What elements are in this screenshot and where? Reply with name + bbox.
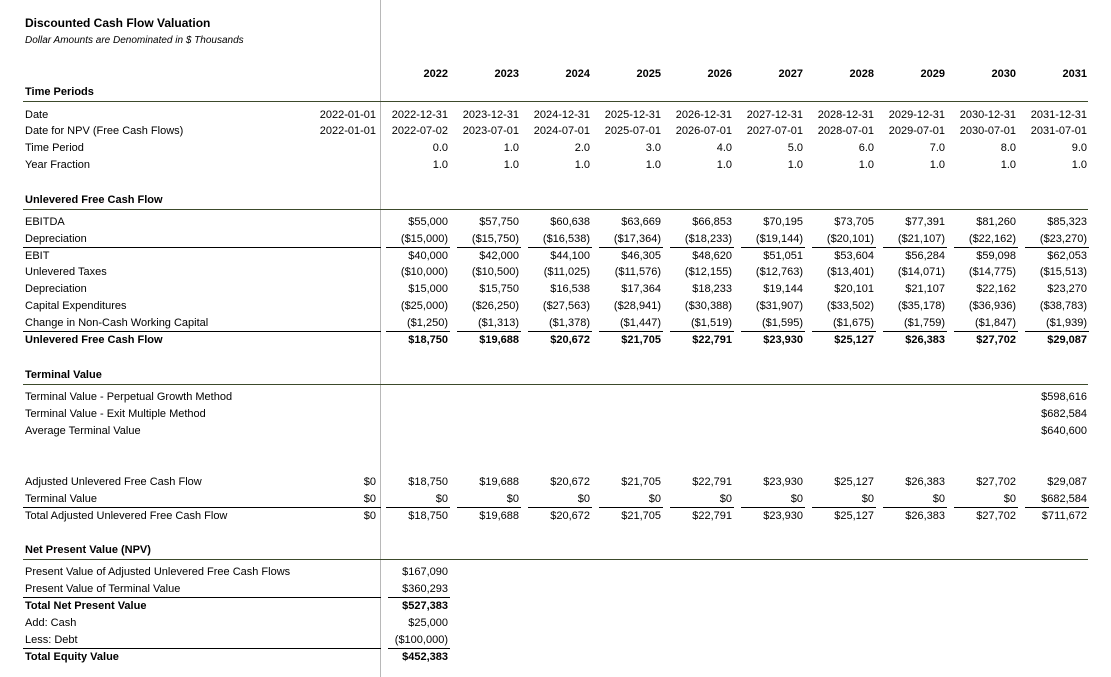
- row-label: Total Adjusted Unlevered Free Cash Flow: [25, 510, 228, 522]
- terminal-value-header-rule: [23, 384, 1088, 385]
- cell-underline: [1025, 507, 1089, 508]
- value-cell: 2027-07-01: [746, 125, 803, 137]
- value-cell: 1.0: [1000, 159, 1016, 171]
- value-cell: 2023-07-01: [462, 125, 519, 137]
- adjusted-ufcf-row: [0, 476, 1111, 492]
- npv-header-rule: [23, 559, 1088, 560]
- value-cell: $0: [861, 493, 874, 505]
- adjusted-ufcf-row: [0, 510, 1111, 526]
- value-cell: ($13,401): [826, 266, 874, 278]
- value-cell: $18,233: [692, 283, 732, 295]
- value-cell: $66,853: [692, 216, 732, 228]
- value-cell: $0: [719, 493, 732, 505]
- ufcf-header-rule: [23, 209, 1088, 210]
- value-cell: $0: [790, 493, 803, 505]
- value-cell: ($14,775): [968, 266, 1016, 278]
- cell-underline: [812, 331, 876, 332]
- value-cell: $27,702: [976, 510, 1016, 522]
- value-cell: ($1,313): [478, 317, 519, 329]
- depreciation-addback-row: [0, 283, 1111, 299]
- value-cell: ($36,936): [968, 300, 1016, 312]
- value-cell: ($1,759): [904, 317, 945, 329]
- sheet-title: Discounted Cash Flow Valuation: [25, 16, 211, 30]
- year-header: 2029: [920, 68, 945, 80]
- value-cell: ($16,538): [542, 233, 590, 245]
- value-cell: $360,293: [402, 583, 448, 595]
- value-cell: $59,098: [976, 250, 1016, 262]
- cell-underline: [599, 331, 663, 332]
- value-cell: $23,930: [763, 476, 803, 488]
- value-cell: 2.0: [574, 142, 590, 154]
- value-cell: $62,053: [1047, 250, 1087, 262]
- row-label: Total Net Present Value: [25, 600, 147, 612]
- cell-underline: [883, 247, 947, 248]
- npv-row: [0, 617, 1111, 633]
- value-cell: 2031-07-01: [1030, 125, 1087, 137]
- value-cell: ($11,025): [543, 266, 590, 278]
- value-cell: $22,791: [692, 334, 732, 346]
- npv-row: [0, 651, 1111, 667]
- value-cell: 1.0: [645, 159, 661, 171]
- adjusted-ufcf-row: [0, 493, 1111, 509]
- value-cell: $53,604: [834, 250, 874, 262]
- value-cell: $23,930: [763, 334, 803, 346]
- value-cell: $19,688: [479, 510, 519, 522]
- row-label: Terminal Value: [25, 493, 97, 505]
- cell-underline: [883, 507, 947, 508]
- value-cell: $18,750: [408, 510, 448, 522]
- year-header: 2022: [423, 68, 448, 80]
- value-cell: $27,702: [976, 334, 1016, 346]
- value-cell: $19,144: [763, 283, 803, 295]
- value-cell: $40,000: [408, 250, 448, 262]
- year-header: 2026: [707, 68, 732, 80]
- value-cell: $25,127: [834, 510, 874, 522]
- row-label: EBIT: [25, 250, 50, 262]
- value-cell: $527,383: [402, 600, 448, 612]
- year-fraction-row: [0, 159, 1111, 175]
- value-cell: $20,101: [834, 283, 874, 295]
- value-cell: 2031-12-31: [1030, 109, 1087, 121]
- value-cell: $21,705: [621, 334, 661, 346]
- value-cell: ($11,576): [614, 266, 661, 278]
- cell-underline: [741, 507, 805, 508]
- value-cell: ($12,763): [755, 266, 803, 278]
- cell-underline: [528, 507, 592, 508]
- value-cell: 1.0: [787, 159, 803, 171]
- terminal-value-row: [0, 425, 1111, 441]
- cell-underline: [386, 331, 450, 332]
- cell-underline: [954, 507, 1018, 508]
- year-header-row: [0, 68, 1111, 82]
- value-cell: $23,270: [1047, 283, 1087, 295]
- terminal-value-row: [0, 391, 1111, 407]
- row-label: Year Fraction: [25, 159, 91, 171]
- cell-underline: [528, 247, 592, 248]
- value-cell: $60,638: [550, 216, 590, 228]
- value-cell: 1.0: [929, 159, 945, 171]
- base-value-cell: $0: [363, 510, 376, 522]
- label-underline: [23, 247, 381, 248]
- value-cell: $20,672: [550, 476, 590, 488]
- year-header: 2031: [1062, 68, 1087, 80]
- value-cell: ($27,563): [542, 300, 590, 312]
- value-cell: $21,107: [905, 283, 945, 295]
- cell-underline: [457, 331, 521, 332]
- value-cell: ($12,155): [684, 266, 732, 278]
- value-cell: ($15,513): [1039, 266, 1087, 278]
- npv-header: Net Present Value (NPV): [25, 544, 151, 556]
- value-cell: 1.0: [432, 159, 448, 171]
- value-cell: 2022-12-31: [391, 109, 448, 121]
- ufcf-total-row: [0, 334, 1111, 350]
- terminal-value-header: Terminal Value: [25, 369, 102, 381]
- value-cell: $48,620: [692, 250, 732, 262]
- value-cell: 3.0: [645, 142, 661, 154]
- row-label: Less: Debt: [25, 634, 78, 646]
- value-cell: ($25,000): [400, 300, 448, 312]
- cell-underline: [386, 507, 450, 508]
- value-cell: $85,323: [1047, 216, 1087, 228]
- value-cell: $63,669: [621, 216, 661, 228]
- year-header: 2028: [849, 68, 874, 80]
- time-period-row: [0, 142, 1111, 158]
- cell-underline: [599, 507, 663, 508]
- value-cell: $73,705: [834, 216, 874, 228]
- cell-underline: [388, 597, 450, 598]
- value-cell: ($1,847): [975, 317, 1016, 329]
- ebitda-row: [0, 216, 1111, 232]
- row-label: Adjusted Unlevered Free Cash Flow: [25, 476, 202, 488]
- row-label: Date for NPV (Free Cash Flows): [25, 125, 184, 137]
- year-header: 2025: [636, 68, 661, 80]
- value-cell: $25,127: [834, 334, 874, 346]
- npv-row: [0, 566, 1111, 582]
- row-label: Change in Non-Cash Working Capital: [25, 317, 209, 329]
- cell-underline: [599, 247, 663, 248]
- cell-underline: [883, 331, 947, 332]
- value-cell: ($1,595): [762, 317, 803, 329]
- value-cell: $26,383: [905, 334, 945, 346]
- value-cell: 1.0: [858, 159, 874, 171]
- value-cell: $26,383: [905, 510, 945, 522]
- value-cell: 0.0: [432, 142, 448, 154]
- value-cell: 4.0: [716, 142, 732, 154]
- row-label: Unlevered Taxes: [25, 266, 107, 278]
- value-cell: 2022-07-02: [391, 125, 448, 137]
- value-cell: 2028-07-01: [817, 125, 874, 137]
- year-header: 2023: [494, 68, 519, 80]
- unlevered-taxes-row: [0, 266, 1111, 282]
- cell-underline: [670, 331, 734, 332]
- value-cell: $56,284: [905, 250, 945, 262]
- value-cell: ($100,000): [394, 634, 448, 646]
- value-cell: ($30,388): [684, 300, 732, 312]
- value-cell: ($20,101): [826, 233, 874, 245]
- value-cell: ($1,939): [1046, 317, 1087, 329]
- value-cell: ($22,162): [968, 233, 1016, 245]
- value-cell: 7.0: [929, 142, 945, 154]
- value-cell: $0: [648, 493, 661, 505]
- value-cell: 2025-07-01: [604, 125, 661, 137]
- value-cell: $42,000: [479, 250, 519, 262]
- value-cell: $44,100: [550, 250, 590, 262]
- value-cell: 1.0: [716, 159, 732, 171]
- value-cell: 2029-07-01: [888, 125, 945, 137]
- value-cell: $0: [506, 493, 519, 505]
- value-cell: 2028-12-31: [817, 109, 874, 121]
- value-cell: 2025-12-31: [604, 109, 661, 121]
- depreciation-row: [0, 233, 1111, 249]
- row-label: Present Value of Adjusted Unlevered Free Cash Flows: [25, 566, 291, 578]
- row-label: Present Value of Terminal Value: [25, 583, 181, 595]
- row-label: Depreciation: [25, 233, 87, 245]
- value-cell: ($23,270): [1039, 233, 1087, 245]
- value-cell: $711,672: [1041, 510, 1087, 522]
- value-cell: ($38,783): [1039, 300, 1087, 312]
- value-cell: $0: [1003, 493, 1016, 505]
- value-cell: 1.0: [574, 159, 590, 171]
- value-cell: $22,791: [692, 476, 732, 488]
- sheet-subtitle: Dollar Amounts are Denominated in $ Thousands: [25, 35, 244, 46]
- value-cell: $17,364: [621, 283, 661, 295]
- terminal-value-row: [0, 408, 1111, 424]
- value-cell: $682,584: [1041, 408, 1087, 420]
- value-cell: 1.0: [503, 159, 519, 171]
- row-label: EBITDA: [25, 216, 65, 228]
- value-cell: ($18,233): [684, 233, 732, 245]
- row-label: Unlevered Free Cash Flow: [25, 334, 163, 346]
- row-label: Average Terminal Value: [25, 425, 141, 437]
- value-cell: ($21,107): [897, 233, 945, 245]
- value-cell: 8.0: [1000, 142, 1016, 154]
- row-label: Total Equity Value: [25, 651, 119, 663]
- value-cell: ($28,941): [613, 300, 661, 312]
- value-cell: $81,260: [976, 216, 1016, 228]
- row-label: Terminal Value - Exit Multiple Method: [25, 408, 206, 420]
- value-cell: ($14,071): [897, 266, 945, 278]
- cell-underline: [528, 331, 592, 332]
- value-cell: 2026-12-31: [675, 109, 732, 121]
- value-cell: ($15,750): [471, 233, 519, 245]
- label-underline: [23, 597, 381, 598]
- value-cell: $0: [932, 493, 945, 505]
- cell-underline: [670, 507, 734, 508]
- cell-underline: [954, 247, 1018, 248]
- value-cell: $640,600: [1041, 425, 1087, 437]
- time-periods-header-rule: [23, 101, 1088, 102]
- value-cell: $19,688: [479, 334, 519, 346]
- value-cell: $23,930: [763, 510, 803, 522]
- label-underline: [23, 331, 381, 332]
- value-cell: ($1,519): [691, 317, 732, 329]
- value-cell: 5.0: [787, 142, 803, 154]
- value-cell: ($19,144): [755, 233, 803, 245]
- value-cell: $18,750: [408, 476, 448, 488]
- value-cell: ($33,502): [826, 300, 874, 312]
- value-cell: $598,616: [1041, 391, 1087, 403]
- cell-underline: [386, 247, 450, 248]
- npv-row: [0, 600, 1111, 616]
- ufcf-header: Unlevered Free Cash Flow: [25, 194, 163, 206]
- date-row: [0, 109, 1111, 125]
- row-label: Time Period: [25, 142, 84, 154]
- value-cell: 2027-12-31: [746, 109, 803, 121]
- base-value-cell: $0: [363, 493, 376, 505]
- cell-underline: [457, 507, 521, 508]
- year-header: 2030: [991, 68, 1016, 80]
- cell-underline: [362, 507, 378, 508]
- label-underline: [23, 507, 381, 508]
- cell-underline: [670, 247, 734, 248]
- value-cell: 2024-12-31: [533, 109, 590, 121]
- row-label: Date: [25, 109, 49, 121]
- npv-row: [0, 583, 1111, 599]
- value-cell: $452,383: [402, 651, 448, 663]
- value-cell: $51,051: [763, 250, 803, 262]
- row-label: Capital Expenditures: [25, 300, 127, 312]
- npv-row: [0, 634, 1111, 650]
- value-cell: $167,090: [402, 566, 448, 578]
- value-cell: $70,195: [763, 216, 803, 228]
- value-cell: $20,672: [550, 510, 590, 522]
- cell-underline: [1025, 331, 1089, 332]
- value-cell: $25,127: [834, 476, 874, 488]
- base-value-cell: $0: [363, 476, 376, 488]
- value-cell: ($10,500): [471, 266, 519, 278]
- value-cell: $29,087: [1047, 334, 1087, 346]
- value-cell: 1.0: [503, 142, 519, 154]
- cell-underline: [741, 331, 805, 332]
- value-cell: $21,705: [621, 476, 661, 488]
- year-header: 2024: [565, 68, 590, 80]
- value-cell: $18,750: [408, 334, 448, 346]
- cell-underline: [812, 247, 876, 248]
- base-date-cell: 2022-01-01: [319, 109, 376, 121]
- value-cell: 9.0: [1071, 142, 1087, 154]
- row-label: Terminal Value - Perpetual Growth Method: [25, 391, 233, 403]
- cell-underline: [812, 507, 876, 508]
- value-cell: $22,162: [976, 283, 1016, 295]
- value-cell: ($1,447): [620, 317, 661, 329]
- value-cell: ($1,675): [833, 317, 874, 329]
- capex-row: [0, 300, 1111, 316]
- value-cell: $27,702: [976, 476, 1016, 488]
- value-cell: $26,383: [905, 476, 945, 488]
- base-date-cell: 2022-01-01: [319, 125, 376, 137]
- value-cell: 2024-07-01: [533, 125, 590, 137]
- value-cell: 6.0: [858, 142, 874, 154]
- value-cell: $57,750: [479, 216, 519, 228]
- value-cell: $55,000: [408, 216, 448, 228]
- value-cell: 2030-07-01: [959, 125, 1016, 137]
- value-cell: $15,750: [479, 283, 519, 295]
- npv-date-row: [0, 125, 1111, 141]
- value-cell: ($1,250): [407, 317, 448, 329]
- value-cell: $25,000: [408, 617, 448, 629]
- value-cell: $682,584: [1041, 493, 1087, 505]
- row-label: Add: Cash: [25, 617, 77, 629]
- value-cell: $29,087: [1047, 476, 1087, 488]
- value-cell: $22,791: [692, 510, 732, 522]
- nwc-change-row: [0, 317, 1111, 333]
- value-cell: $16,538: [550, 283, 590, 295]
- value-cell: $19,688: [479, 476, 519, 488]
- cell-underline: [1025, 247, 1089, 248]
- value-cell: 2029-12-31: [888, 109, 945, 121]
- value-cell: ($31,907): [755, 300, 803, 312]
- value-cell: ($10,000): [400, 266, 448, 278]
- value-cell: ($26,250): [471, 300, 519, 312]
- value-cell: $15,000: [408, 283, 448, 295]
- value-cell: 1.0: [1071, 159, 1087, 171]
- value-cell: ($1,378): [549, 317, 590, 329]
- value-cell: $20,672: [550, 334, 590, 346]
- value-cell: 2030-12-31: [959, 109, 1016, 121]
- value-cell: ($17,364): [613, 233, 661, 245]
- time-periods-header: Time Periods: [25, 86, 94, 98]
- label-underline: [23, 648, 381, 649]
- value-cell: $0: [577, 493, 590, 505]
- year-header: 2027: [778, 68, 803, 80]
- value-cell: $77,391: [905, 216, 945, 228]
- value-cell: $21,705: [621, 510, 661, 522]
- value-cell: 2023-12-31: [462, 109, 519, 121]
- value-cell: $0: [435, 493, 448, 505]
- value-cell: $46,305: [621, 250, 661, 262]
- cell-underline: [388, 648, 450, 649]
- value-cell: 2026-07-01: [675, 125, 732, 137]
- row-label: Depreciation: [25, 283, 87, 295]
- value-cell: ($15,000): [400, 233, 448, 245]
- ebit-row: [0, 250, 1111, 266]
- cell-underline: [954, 331, 1018, 332]
- cell-underline: [457, 247, 521, 248]
- value-cell: ($35,178): [897, 300, 945, 312]
- cell-underline: [741, 247, 805, 248]
